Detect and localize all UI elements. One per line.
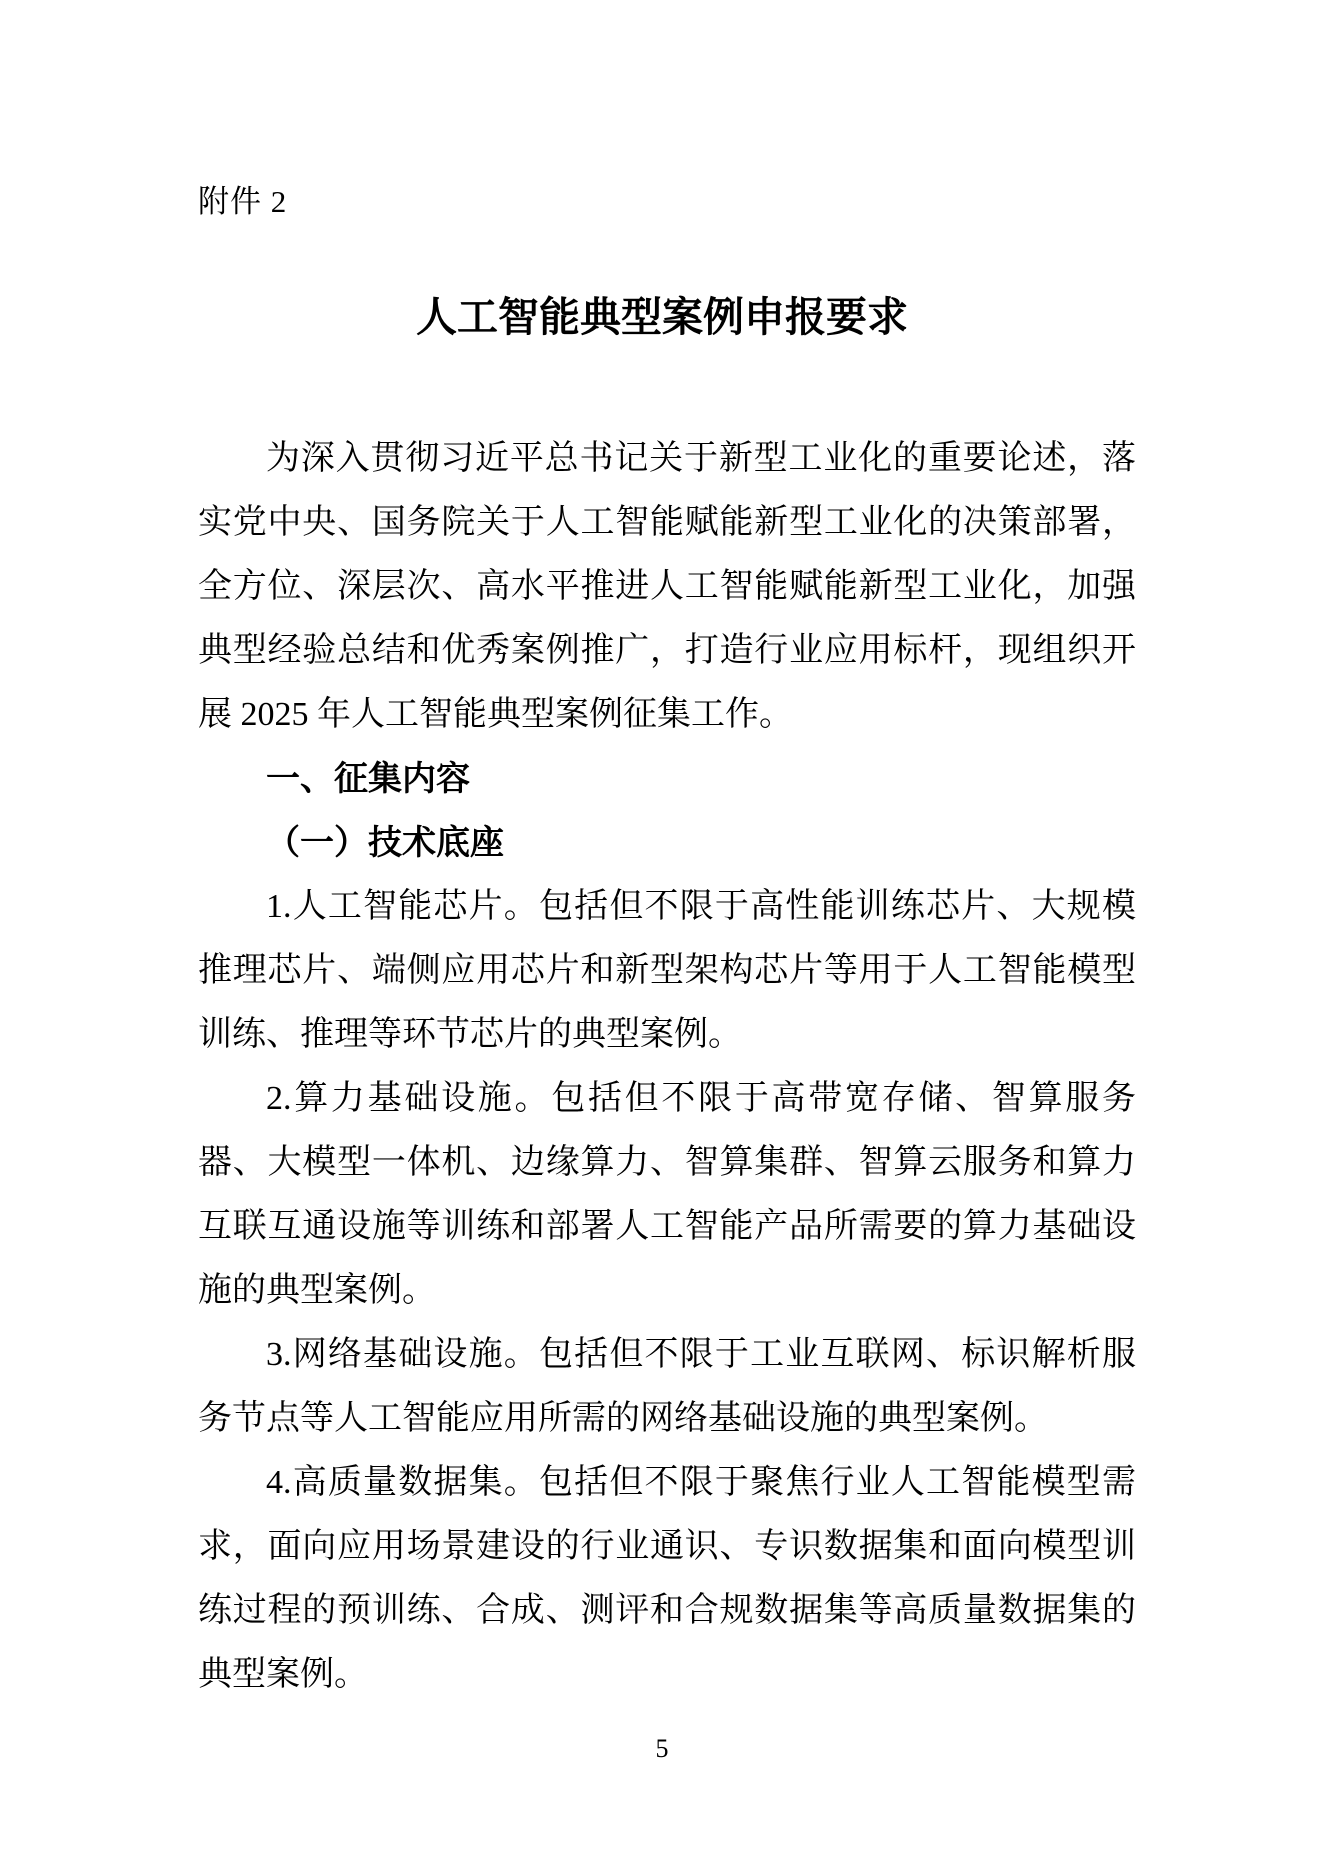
item-paragraph-3: 3.网络基础设施。包括但不限于工业互联网、标识解析服务节点等人工智能应用所需的网络基础设施的典型案例。: [198, 1336, 1136, 1437]
section-heading: 一、征集内容: [266, 760, 470, 798]
item-paragraph-2: 2.算力基础设施。包括但不限于高带宽存储、智算服务器、大模型一体机、边缘算力、智算集群、智算云服务和算力互联互通设施等训练和部署人工智能产品所需要的算力基础设施的典型案例。: [198, 1080, 1136, 1309]
item-paragraph-1: 1.人工智能芯片。包括但不限于高性能训练芯片、大规模推理芯片、端侧应用芯片和新型架构芯片等用于人工智能模型训练、推理等环节芯片的典型案例。: [198, 888, 1136, 1053]
intro-paragraph: 为深入贯彻习近平总书记关于新型工业化的重要论述，落实党中央、国务院关于人工智能赋能新型工业化的决策部署，全方位、深层次、高水平推进人工智能赋能新型工业化，加强典型经验总结和优秀案例推广，打造行业应用标杆，现组织开展 2025 年人工智能典型案例征集工作。: [198, 440, 1136, 733]
page-number: 5: [655, 1734, 669, 1763]
document-body: [198, 427, 1136, 1707]
attachment-label: 附件 2: [198, 184, 288, 219]
subsection-heading: （一）技术底座: [266, 824, 504, 862]
document-title: 人工智能典型案例申报要求: [416, 294, 908, 340]
item-paragraph-4: 4.高质量数据集。包括但不限于聚焦行业人工智能模型需求，面向应用场景建设的行业通识、专识数据集和面向模型训练过程的预训练、合成、测评和合规数据集等高质量数据集的典型案例。: [198, 1464, 1136, 1693]
